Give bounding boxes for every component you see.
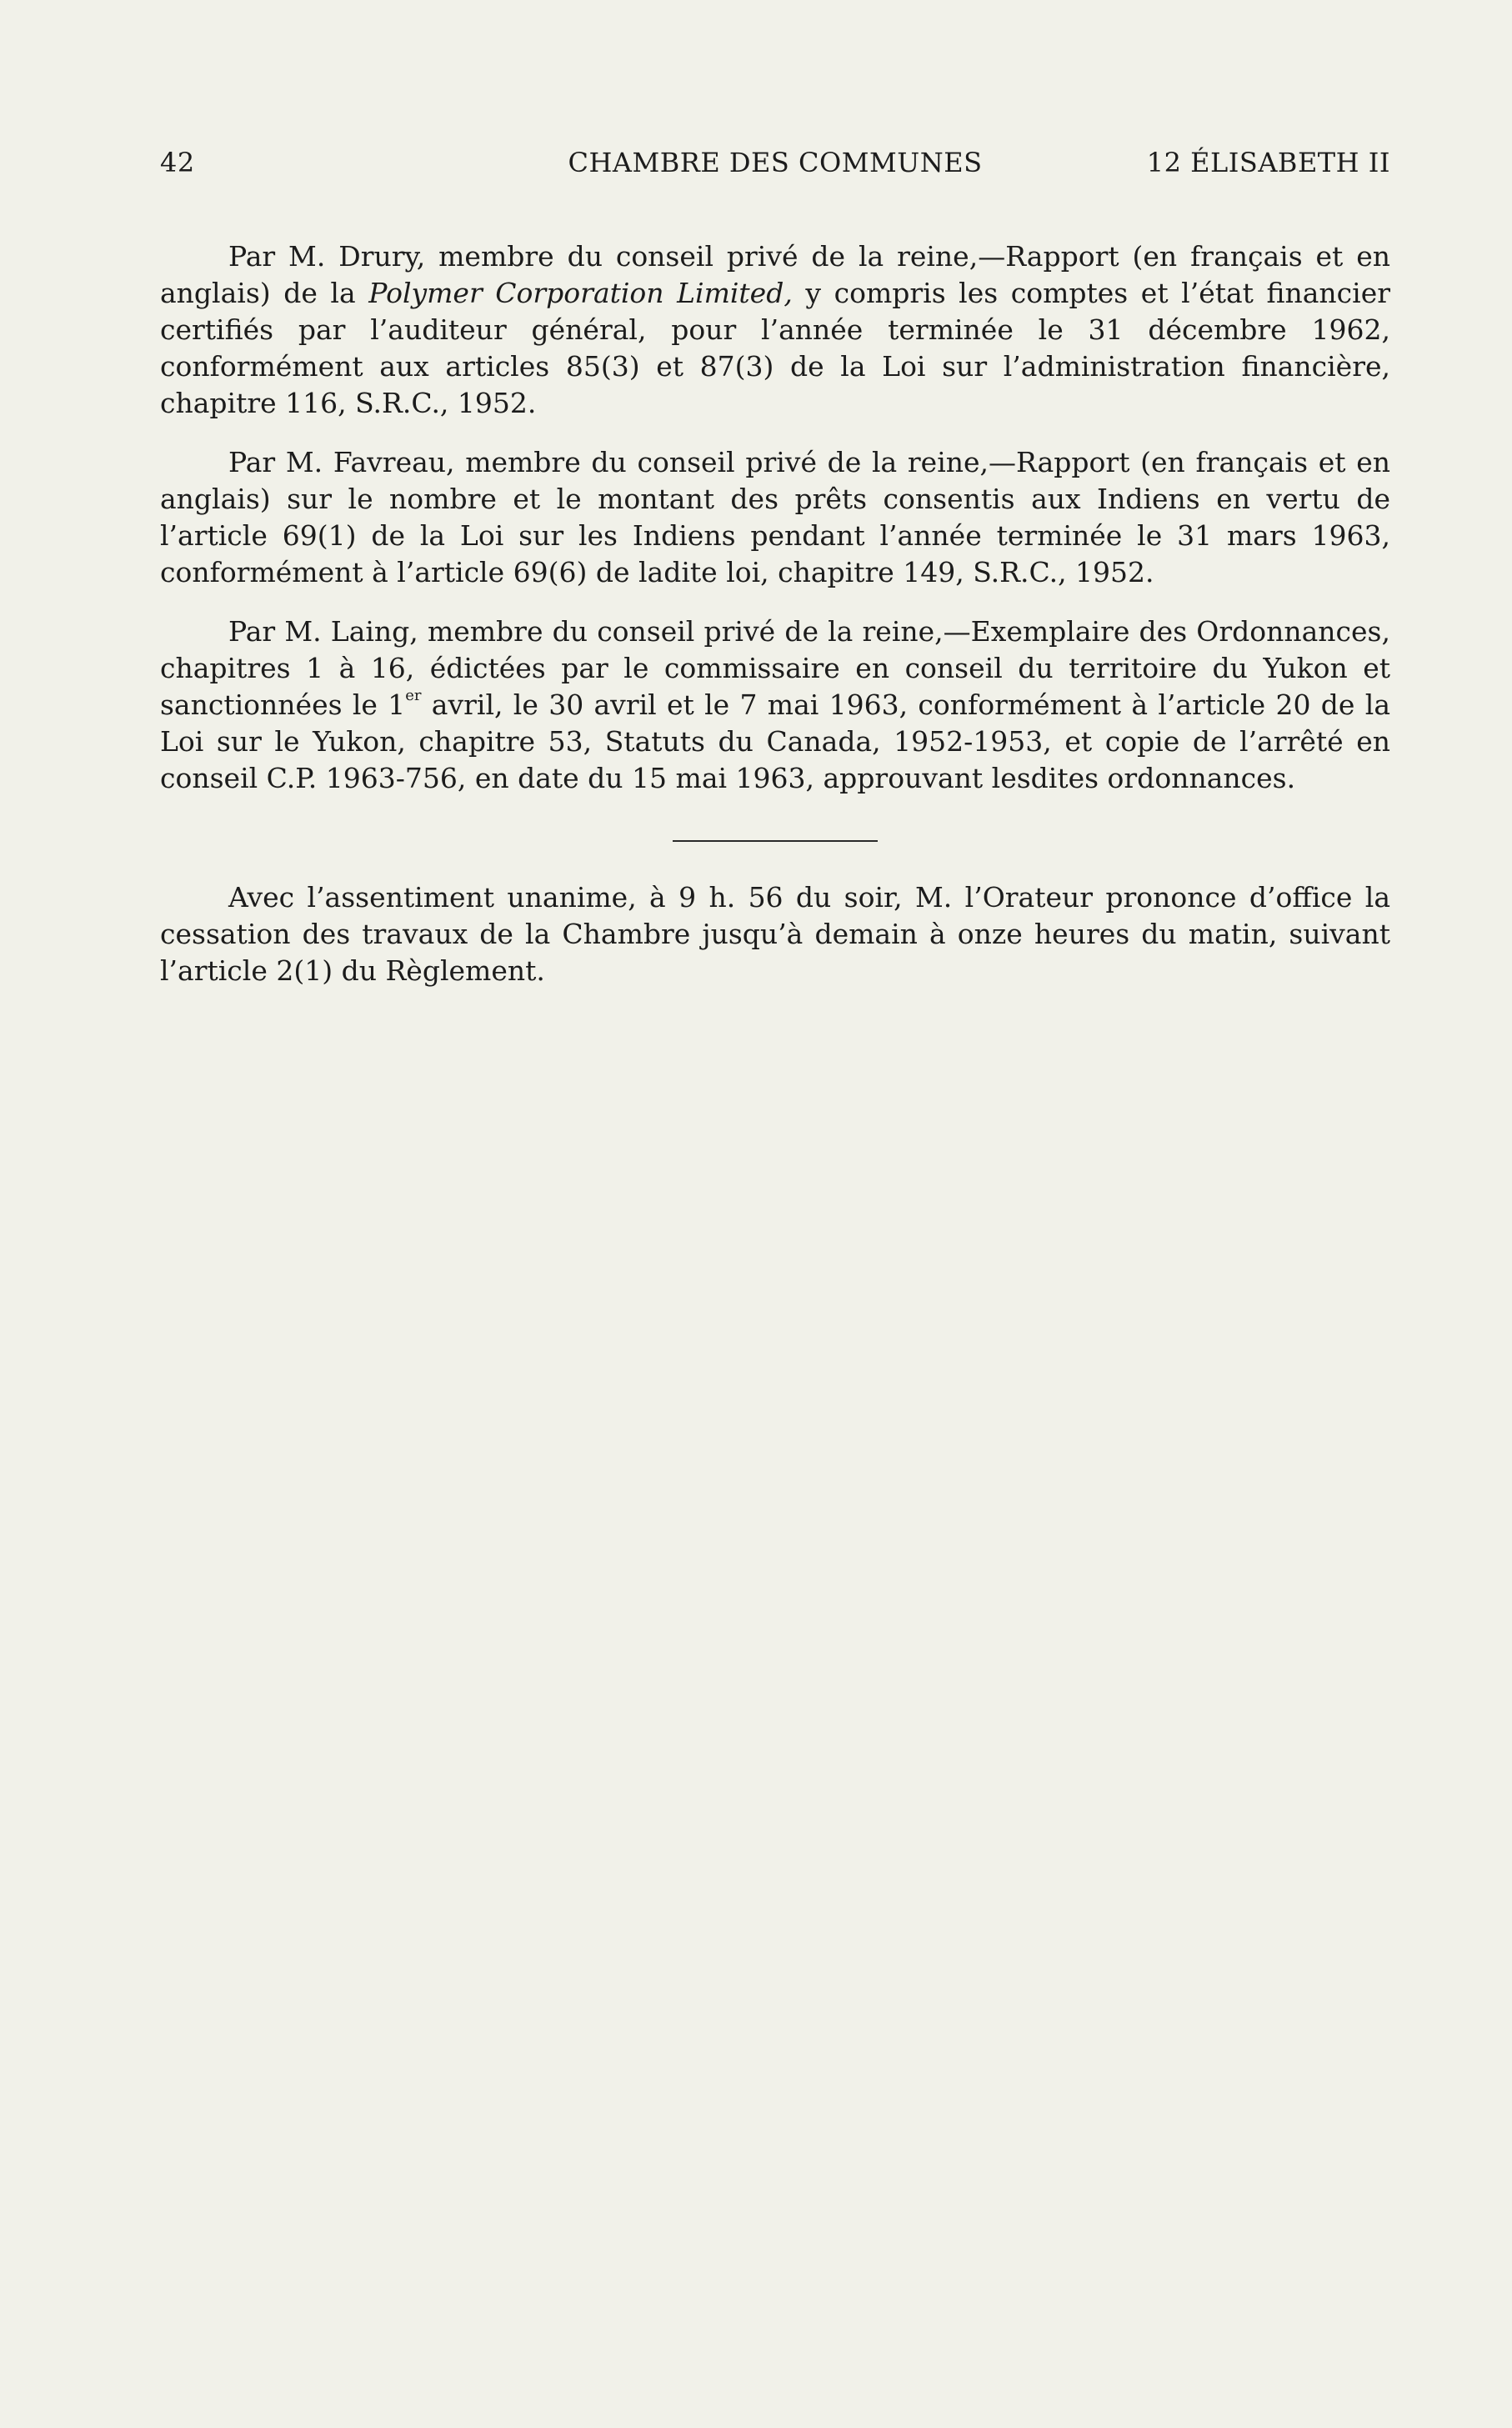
- regnal-year: 12 ÉLISABETH II: [1146, 147, 1390, 178]
- company-name: Polymer Corporation Limited,: [368, 277, 793, 309]
- page-number: 42: [160, 147, 195, 178]
- paragraph-laing: [160, 613, 1390, 797]
- journal-page: [160, 147, 1390, 1012]
- paragraph-favreau: [160, 444, 1390, 591]
- paragraph-adjournment: [160, 879, 1390, 989]
- paragraph-text: y compris les comptes et l’état financier certifiés par l’auditeur général, pour l’année terminée le 31 décembre 1962, conformément aux articles 85(3) et 87(3) de la Loi sur l’administration financière, chapitre 116, S.R.C., 1952.: [160, 277, 1391, 419]
- paragraph-text: Par M. Favreau, membre du conseil privé de la reine,—Rapport (en français et en anglais) sur le nombre et le montant des prêts consentis aux Indiens en vertu de l’article 69(1) de la Loi sur les Indiens pendant l’année terminée le 31 mars 1963, conformément à l’article 69(6) de ladite loi, chapitre 149, S.R.C., 1952.: [160, 446, 1390, 588]
- superscript: er: [405, 687, 422, 704]
- section-divider: [673, 840, 878, 842]
- journal-title: CHAMBRE DES COMMUNES: [568, 147, 983, 178]
- body-text: [160, 238, 1390, 989]
- paragraph-text: Par M. Drury, membre du conseil privé de la reine,—Rapport (en français et en anglais) de la: [160, 240, 1390, 309]
- paragraph-drury: [160, 238, 1390, 422]
- paragraph-text: Avec l’assentiment unanime, à 9 h. 56 du soir, M. l’Orateur prononce d’office la cessation des travaux de la Chambre jusqu’à demain à onze heures du matin, suivant l’article 2(1) du Règlement.: [160, 881, 1390, 987]
- running-head: [160, 147, 1390, 197]
- paragraph-text: avril, le 30 avril et le 7 mai 1963, conformément à l’article 20 de la Loi sur le Yukon, chapitre 53, Statuts du Canada, 1952-1953, et copie de l’arrêté en conseil C.P. 1963-756, en date du 15 mai 1963, approuvant lesdites ordonnances.: [160, 688, 1390, 794]
- paragraph-text: Par M. Laing, membre du conseil privé de la reine,—Exemplaire des Ordonnances, chapitres 1 à 16, édictées par le commissaire en conseil du territoire du Yukon et sanctionnées le 1: [160, 615, 1390, 721]
